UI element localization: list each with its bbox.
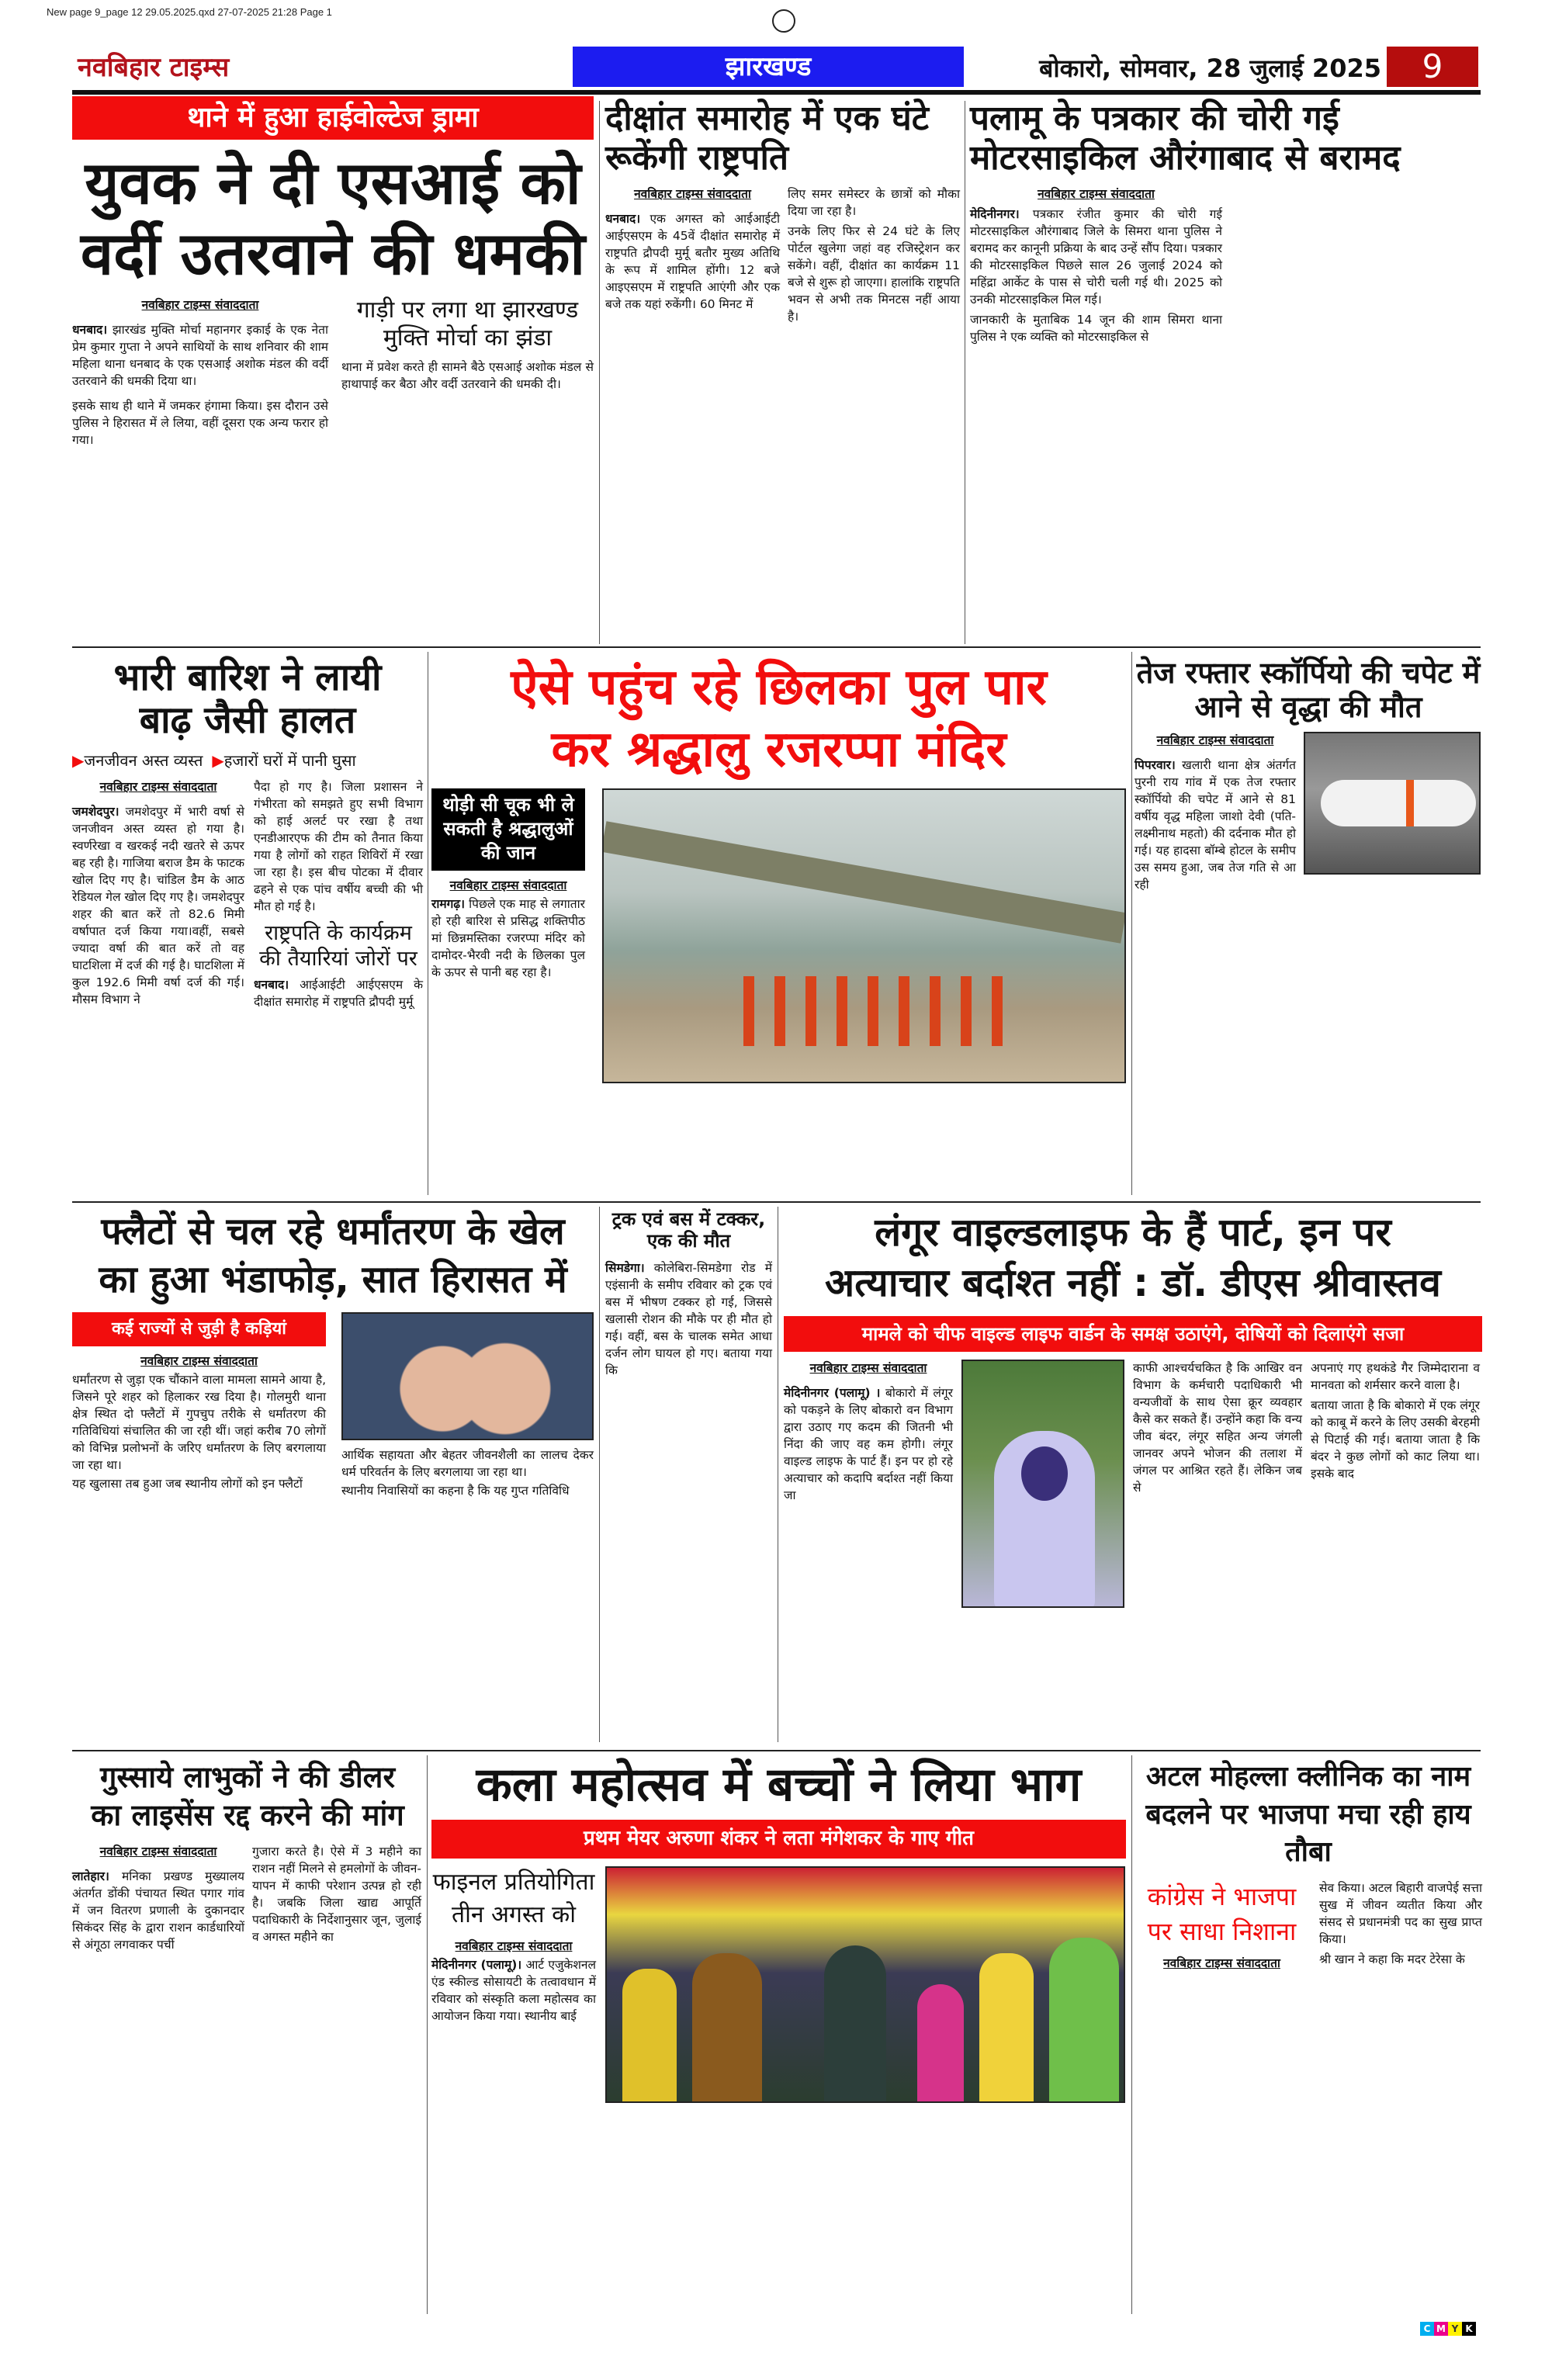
dateline-place: मेदिनीनगर (पलामू)। bbox=[431, 1958, 522, 1972]
print-slug: New page 9_page 12 29.05.2025.qxd 27-07-2025 21:28 Page 1 bbox=[47, 6, 332, 18]
masthead-rule bbox=[72, 90, 1481, 95]
person bbox=[824, 1945, 886, 2103]
paragraph: मनिका प्रखण्ड मुख्यालय अंतर्गत डोंकी पंचायत स्थित पगार गांव में जन वितरण प्रणाली के दुकानदार सिकंदर सिंह के द्वारा राशन कार्डधारियों से अंगूठा लगवाकर पर्ची bbox=[72, 1869, 244, 1952]
article-body bbox=[605, 1259, 772, 1381]
paragraph: खलारी थाना क्षेत्र अंतर्गत पुरनी राय गांव में एक तेज रफ्तार स्कॉर्पियो की चपेट में आने से 81 वर्षीय वृद्ध महिला जाशो देवी (पति-लक्ष्मीनाथ महतो) की दर्दनाक मौत हो गई। यह हादसा बॉम्बे होटल के समीप उस समय हुआ, जब तेज गति से आ रही bbox=[1135, 758, 1296, 892]
article-column bbox=[431, 788, 585, 982]
art-festival-photo bbox=[605, 1866, 1125, 2103]
column-rule bbox=[599, 101, 600, 644]
person bbox=[917, 1984, 964, 2103]
paragraph: बताया जाता है कि बोकारो में एक लंगूर को काबू में करने के लिए उसकी बेरहमी से पिटाई की गई। बताया जाता है कि बंदर ने कुछ लोगों को काट लिया था। इसके बाद bbox=[1311, 1398, 1480, 1481]
callout-box: थोड़ी सी चूक भी ले सकती है श्रद्धालुओं की जान bbox=[431, 788, 585, 871]
paragraph: आर्थिक सहायता और बेहतर जीवनशैली का लालच देकर धर्म परिवर्तन के लिए बरगलाया जा रहा था। bbox=[341, 1447, 594, 1479]
article-headline: तेज रफ्तार स्कॉर्पियो की चपेट में आने से वृद्धा की मौत bbox=[1136, 656, 1481, 724]
person bbox=[692, 1953, 762, 2103]
paragraph: थाना में प्रवेश करते ही सामने बैठे एसआई अशोक मंडल से हाथापाई कर बैठा और वर्दी उतरवाने की धमकी दी। bbox=[341, 360, 594, 392]
byline: नवबिहार टाइम्स संवाददाता bbox=[1163, 1956, 1280, 1971]
article-body bbox=[784, 1360, 953, 1505]
kicker-banner: थाने में हुआ हाईवोल्टेज ड्रामा bbox=[72, 96, 594, 140]
headline-line: अटल मोहल्ला क्लीनिक का नाम bbox=[1145, 1761, 1471, 1793]
black-swatch: K bbox=[1462, 2322, 1476, 2336]
paragraph: यह खुलासा तब हुआ जब स्थानीय लोगों को इन फ्लैटों bbox=[72, 1476, 303, 1491]
byline: नवबिहार टाइम्स संवाददाता bbox=[1156, 733, 1274, 748]
triangle-bullet-icon: ▶ bbox=[212, 751, 224, 771]
stretcher-photo bbox=[1304, 732, 1481, 875]
page-number: 9 bbox=[1387, 47, 1478, 87]
byline: नवबिहार टाइम्स संवाददाता bbox=[809, 1361, 927, 1375]
subheading: राष्ट्रपति के कार्यक्रम की तैयारियां जोरों पर bbox=[259, 921, 417, 971]
bridge-crossing-photo bbox=[602, 788, 1126, 1083]
dateline-place: लातेहार। bbox=[72, 1869, 109, 1883]
paragraph: झारखंड मुक्ति मोर्चा महानगर इकाई के एक नेता प्रेम कुमार गुप्ता ने अपने साथियों के साथ शनिवार की शाम महिला थाना धनबाद के एक एसआई अशोक मंडल की वर्दी उतरवाने की धमकी दिया था। bbox=[72, 323, 328, 389]
article-conversion bbox=[72, 1207, 594, 1501]
bullet-points bbox=[72, 750, 423, 771]
headline-line: ऐसे पहुंच रहे छिलका पुल पार bbox=[511, 659, 1047, 716]
langur-photo bbox=[961, 1360, 1124, 1608]
dateline-place: रामगढ़। bbox=[431, 896, 465, 911]
paragraph: गुजारा करते है। ऐसे में 3 महीने का राशन नहीं मिलने से हमलोगों के जीवन-यापन में काफी परेशान उत्पन्न हो रही है। जबकि जिला खाद्य आपूर्ति पदाधिकारी के निर्देशानुसार जून, जुलाई व अगस्त महीने का bbox=[252, 1844, 421, 1944]
article-headline bbox=[431, 656, 1126, 781]
magenta-swatch: M bbox=[1434, 2322, 1448, 2336]
article-column bbox=[1133, 1360, 1302, 1498]
article-headline bbox=[72, 147, 594, 289]
paragraph: पिछले एक माह से लगातार हो रही बारिश से प्रसिद्ध शक्तिपीठ मां छिन्नमस्तिका रजरप्पा मंदिर को दामोदर-भैरवी नदी के छिलका पुल के ऊपर से पानी बह रहा है। bbox=[431, 896, 585, 979]
article-convocation bbox=[605, 99, 961, 327]
paragraph: पैदा हो गए है। जिला प्रशासन ने गंभीरता को समझते हुए सभी विभाग को हाई अलर्ट पर रखा है तथा एनडीआरएफ की टीम को तैनात किया गया है लोगों को राहत शिविरों में रखा जा रहा है। इस बीच पोटका में दीवार ढहने से एक पांच वर्षीय बच्ची की भी मौत हो गई है। bbox=[254, 780, 423, 914]
article-headline bbox=[784, 1207, 1482, 1308]
dateline-place: मेदिनीनगर। bbox=[970, 207, 1020, 222]
article-body bbox=[431, 877, 585, 982]
dateline-place: धनबाद। bbox=[72, 323, 108, 338]
langur-face bbox=[1021, 1446, 1068, 1501]
headline-line: युवक ने दी एसआई को bbox=[85, 148, 581, 217]
byline: नवबिहार टाइम्स संवाददाता bbox=[1038, 187, 1155, 202]
section-rule bbox=[72, 1201, 1481, 1203]
paragraph: धर्मांतरण से जुड़ा एक चौंकाने वाला मामला सामने आया है, जिसने पूरे शहर को हिलाकर रख दिया है। गोलमुरी थाना क्षेत्र स्थित दो फ्लैटों में गुपचुप तरीके से धर्मांतरण की गतिविधियां संचालित की जा रही थीं। जहां करीब 70 लोगों को विभिन्न प्रलोभनों के जरिए धर्मांतरण के लिए बरगलाया जा रहा था। bbox=[72, 1372, 326, 1472]
dateline-place: पिपरवार। bbox=[1135, 758, 1176, 773]
headline-line: बाढ़ जैसी हालत bbox=[139, 698, 356, 743]
article-headline: पलामू के पत्रकार की चोरी गई मोटरसाइकिल औरंगाबाद से बरामद bbox=[970, 99, 1401, 178]
paragraph: सेव किया। अटल बिहारी वाजपेई सत्ता सुख में जीवन व्यतीत किया और संसद से प्रधानमंत्री पद का सुख प्राप्त किया। bbox=[1319, 1880, 1482, 1946]
sub-banner: मामले को चीफ वाइल्ड लाइफ वार्डन के समक्ष उठाएंगे, दोषियों को दिलाएंगे सजा bbox=[784, 1316, 1482, 1352]
dateline-place: धनबाद। bbox=[254, 978, 289, 993]
article-body bbox=[431, 1938, 596, 2026]
article-headline: कला महोत्सव में बच्चों ने लिया भाग bbox=[476, 1758, 1082, 1812]
paragraph: इसके साथ ही थाने में जमकर हंगामा किया। इस दौरान उसे पुलिस ने हिरासत में ले लिया, वहीं दूसरा एक अन्य फरार हो गया। bbox=[72, 399, 328, 448]
column-rule bbox=[1131, 652, 1132, 1195]
article-atal-clinic bbox=[1135, 1758, 1482, 1973]
covered-body bbox=[1321, 780, 1476, 826]
article-truck-bus bbox=[605, 1209, 772, 1381]
subheading: फाइनल प्रतियोगिता तीन अगस्त को bbox=[432, 1869, 595, 1928]
paragraph: एक अगस्त को आईआईटी आईएसएम के 45वें दीक्षांत समारोह में राष्ट्रपति द्रौपदी मुर्मू बतौर मुख्य अतिथि के रूप में शामिल होंगी। 12 बजे आइएसएम में राष्ट्रपति आएंगी और एक बजे तक यहां रुकेंगी। 60 मिनट में bbox=[605, 212, 780, 312]
byline: नवबिहार टाइम्स संवाददाता bbox=[99, 1844, 217, 1859]
article-column bbox=[252, 1843, 421, 1947]
paragraph: आर्ट एजुकेशनल एंड स्कील्ड सोसायटी के तत्वावधान में रविवार को संस्कृति कला महोत्सव का आयोजन किया गया। स्थानीय बाई bbox=[431, 1958, 596, 2023]
article-body bbox=[72, 1353, 326, 1494]
article-column bbox=[341, 1312, 594, 1501]
subheading: कांग्रेस ने भाजपा पर साधा निशाना bbox=[1147, 1881, 1297, 1946]
article-headline bbox=[72, 656, 423, 742]
byline: नवबिहार टाइम्स संवाददाता bbox=[141, 298, 259, 313]
bamboo-pole bbox=[602, 821, 1126, 943]
article-headline: दीक्षांत समारोह में एक घंटे रूकेंगी राष्ट्रपति bbox=[605, 99, 929, 178]
article-dealer-license bbox=[72, 1758, 423, 1955]
article-body bbox=[72, 1843, 244, 1955]
article-rajrappa bbox=[431, 656, 1126, 1083]
paragraph: श्री खान ने कहा कि मदर टेरेसा के bbox=[1319, 1952, 1465, 1966]
sub-banner: प्रथम मेयर अरुणा शंकर ने लता मंगेशकर के गाए गीत bbox=[431, 1820, 1126, 1859]
paragraph: जानकारी के मुताबिक 14 जून की शाम सिमरा थाना पुलिस ने एक व्यक्ति को मोटरसाइकिल से bbox=[970, 313, 1222, 345]
headline-line: वर्दी उतरवाने की धमकी bbox=[80, 219, 586, 289]
article-scorpio-accident bbox=[1135, 656, 1482, 895]
article-headline: ट्रक एवं बस में टक्कर, एक की मौत bbox=[611, 1208, 766, 1252]
headline-line: का लाइसेंस रद्द करने की मांग bbox=[91, 1798, 404, 1833]
byline: नवबिहार टाइम्स संवाददाता bbox=[634, 187, 751, 202]
article-column bbox=[431, 1866, 596, 2026]
article-headline bbox=[72, 1758, 423, 1835]
headline-line: अत्याचार बर्दाश्त नहीं : डॉ. डीएस श्रीवास्तव bbox=[825, 1260, 1441, 1305]
person bbox=[1049, 1938, 1119, 2103]
person bbox=[622, 1969, 677, 2103]
article-langur bbox=[784, 1207, 1482, 1608]
section-rule bbox=[72, 1750, 1481, 1751]
registration-mark-icon bbox=[772, 9, 795, 33]
person bbox=[979, 1953, 1034, 2103]
article-body bbox=[605, 185, 780, 314]
paragraph: उनके लिए फिर से 24 घंटे के लिए पोर्टल खुलेगा जहां वह रजिस्ट्रेशन कर सकेंगे। वहीं, दीक्षांत का कार्यक्रम 11 बजे से शुरू हो जाएगा। हालांकि राष्ट्रपति भवन से अभी तक मिनटस नहीं आया है। bbox=[788, 224, 960, 324]
bullet-text: जनजीवन अस्त व्यस्त bbox=[84, 751, 203, 771]
byline: नवबिहार टाइम्स संवाददाता bbox=[449, 878, 567, 892]
cyan-swatch: C bbox=[1420, 2322, 1434, 2336]
headline-line: का हुआ भंडाफोड़, सात हिरासत में bbox=[99, 1258, 567, 1302]
subheading: गाड़ी पर लगा था झारखण्ड मुक्ति मोर्चा का झंडा bbox=[356, 296, 579, 352]
strap bbox=[1406, 780, 1414, 826]
yellow-swatch: Y bbox=[1448, 2322, 1462, 2336]
handcuffs-photo bbox=[341, 1312, 594, 1440]
byline: नवबिहार टाइम्स संवाददाता bbox=[99, 780, 217, 795]
article-body bbox=[1135, 732, 1296, 895]
article-rain bbox=[72, 656, 423, 1012]
headline-line: बदलने पर भाजपा मचा रही हाय तौबा bbox=[1145, 1798, 1471, 1869]
article-body bbox=[341, 1446, 594, 1501]
headline-line: कर श्रद्धालु रजरप्पा मंदिर bbox=[551, 721, 1006, 778]
headline-line: गुस्साये लाभुकों ने की डीलर bbox=[100, 1760, 395, 1794]
article-column bbox=[1311, 1360, 1480, 1484]
byline: नवबिहार टाइम्स संवाददाता bbox=[140, 1353, 258, 1368]
byline: नवबिहार टाइम्स संवाददाता bbox=[455, 1939, 573, 1953]
article-si-threat bbox=[72, 96, 594, 450]
article-body bbox=[72, 778, 244, 1010]
article-body bbox=[72, 296, 328, 450]
column-rule bbox=[427, 1755, 428, 2314]
dateline: बोकारो, सोमवार, 28 जुलाई 2025 bbox=[1039, 54, 1381, 83]
article-column bbox=[72, 1312, 326, 1494]
article-body bbox=[1319, 1879, 1482, 1969]
section-label: झारखण्ड bbox=[573, 47, 964, 87]
article-column bbox=[1135, 1879, 1309, 1974]
article-body bbox=[970, 185, 1222, 347]
devotees-crowd bbox=[743, 976, 1023, 1046]
sub-banner: कई राज्यों से जुड़ी है कड़ियां bbox=[72, 1312, 326, 1346]
paragraph: लिए समर समेस्टर के छात्रों को मौका दिया जा रहा है। bbox=[788, 187, 960, 219]
paragraph: पत्रकार रंजीत कुमार की चोरी गई मोटरसाइकिल औरंगाबाद जिले के सिमरा थाना पुलिस ने बरामद कर कानूनी प्रक्रिया के बाद उन्हें सौंप दिया। पत्रकार की मोटरसाइकिल पिछले साल 26 जुलाई 2024 को महिंद्रा आर्केट के पास से चोरी चली गई थी। 2025 को उनकी मोटरसाइकिल मिल गई। bbox=[970, 207, 1222, 307]
newspaper-name: नवबिहार टाइम्स bbox=[78, 52, 230, 83]
cmyk-color-bar bbox=[1420, 2320, 1476, 2336]
article-column bbox=[341, 296, 594, 393]
section-rule bbox=[72, 646, 1481, 648]
article-headline bbox=[1135, 1758, 1482, 1872]
paragraph: जमशेदपुर में भारी वर्षा से जनजीवन अस्त व्यस्त हो गया है। स्वर्णरेखा व खरकई नदी खतरे से ऊपर बह रही है। गाजिया बराज डैम के फाटक खोल दिए गए है। चांडिल डैम के आठ रेडियल गेल खोल दिए गए है। जमशेदपुर शहर की बात करें तो 82.6 मिमी वर्षापात दर्ज किया गया।वहीं, सबसे ज्यादा वर्षा की बात करें तो वह घाटशिला में दर्ज की गई है। घाटशिला में कुल 192.6 मिमी वर्षा दर्ज की गई। मौसम विभाग ने bbox=[72, 805, 244, 1007]
dateline-place: जमशेदपुर। bbox=[72, 805, 120, 819]
paragraph: कोलेबिरा-सिमडेगा रोड में एइंसानी के समीप रविवार को ट्रक एवं बस में भीषण टक्कर हो गई, जिससे खलासी रोशन की मौके पर ही मौत हो गई। वहीं, बस के चालक समेत आधा दर्जन लोग घायल हो गए। बताया गया कि bbox=[605, 1261, 772, 1378]
column-rule bbox=[599, 1207, 600, 1742]
dateline-place: धनबाद। bbox=[605, 212, 641, 227]
dateline-place: मेदिनीनगर (पलामू) । bbox=[784, 1386, 881, 1400]
dateline-place: सिमडेगा। bbox=[605, 1261, 645, 1276]
article-headline bbox=[72, 1207, 594, 1304]
headline-line: फ्लैटों से चल रहे धर्मांतरण के खेल bbox=[101, 1210, 565, 1253]
paragraph: अपनाएं गए हथकंडे गैर जिम्मेदाराना व मानवता को शर्मसार करने वाला है। bbox=[1311, 1361, 1480, 1392]
paragraph: काफी आश्चर्यचकित है कि आखिर वन विभाग के कर्मचारी पदाधिकारी भी वन्यजीवों के साथ ऐसा क्रूर व्यवहार कैसे कर सकते हैं। उन्होंने कहा कि वन्य जीव बंदर, लंगूर सहित अन्य जंगली जानवर अपने भोजन की तलाश में जंगल पर आश्रित रहते हैं। लेकिन जब से bbox=[1133, 1361, 1302, 1495]
headline-line: लंगूर वाइल्डलाइफ के हैं पार्ट, इन पर bbox=[875, 1210, 1391, 1255]
triangle-bullet-icon: ▶ bbox=[72, 751, 85, 771]
bullet-text: हजारों घरों में पानी घुसा bbox=[223, 751, 356, 771]
paragraph: स्थानीय निवासियों का कहना है कि यह गुप्त गतिविधि bbox=[341, 1483, 570, 1498]
article-motorcycle bbox=[970, 99, 1482, 347]
headline-line: भारी बारिश ने लायी bbox=[113, 656, 382, 699]
paragraph: बोकारो में लंगूर को पकड़ने के लिए बोकारो वन विभाग द्वारा उठाए गए कदम की जितनी भी निंदा की जाए वह कम होगी। लंगूर वाइल्ड लाइफ के पार्ट हैं। इन पर हो रहे अत्याचार को कदापि बर्दाश्त नहीं किया जा bbox=[784, 1386, 953, 1502]
paragraph: आईआईटी आईएसएम के दीक्षांत समारोह में राष्ट्रपति द्रौपदी मुर्मू bbox=[254, 978, 423, 1010]
article-art-festival bbox=[431, 1758, 1126, 2103]
column-rule bbox=[1131, 1755, 1132, 2314]
article-column bbox=[254, 778, 423, 1012]
article-column bbox=[788, 185, 960, 327]
